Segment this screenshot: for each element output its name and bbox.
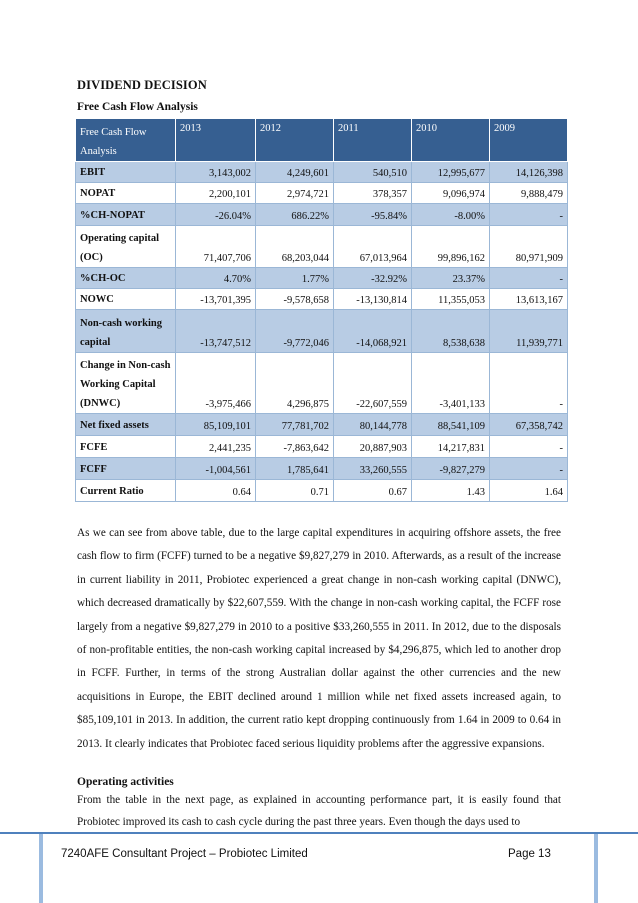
cell: 2,441,235 — [176, 436, 256, 458]
cell: -14,068,921 — [334, 310, 412, 353]
cell: 4.70% — [176, 268, 256, 289]
cell: 11,355,053 — [412, 289, 490, 310]
cell: -13,130,814 — [334, 289, 412, 310]
row-label: Change in Non-cash Working Capital (DNWC) — [76, 353, 176, 414]
cell: 2,200,101 — [176, 183, 256, 204]
cell: 12,995,677 — [412, 162, 490, 183]
table-row — [76, 353, 568, 414]
section-title: DIVIDEND DECISION — [77, 78, 207, 92]
cell: 1.77% — [256, 268, 334, 289]
cell: - — [490, 268, 568, 289]
cell: 1.64 — [490, 480, 568, 502]
header-cell: 2013 — [176, 119, 256, 162]
cell: 378,357 — [334, 183, 412, 204]
table-row — [76, 458, 568, 480]
cell: 80,144,778 — [334, 414, 412, 436]
table-row — [76, 268, 568, 289]
row-label: %CH-OC — [76, 268, 176, 289]
cell: -26.04% — [176, 204, 256, 226]
cell: -3,401,133 — [412, 353, 490, 414]
header-cell: 2012 — [256, 119, 334, 162]
cell: -1,004,561 — [176, 458, 256, 480]
cell: 88,541,109 — [412, 414, 490, 436]
row-label: EBIT — [76, 162, 176, 183]
cell: 71,407,706 — [176, 226, 256, 268]
row-label: Operating capital (OC) — [76, 226, 176, 268]
cell: 68,203,044 — [256, 226, 334, 268]
cell: 540,510 — [334, 162, 412, 183]
table-row — [76, 162, 568, 183]
cell: -13,701,395 — [176, 289, 256, 310]
page-number: Page 13 — [508, 848, 551, 860]
cell: -3,975,466 — [176, 353, 256, 414]
table-row — [76, 480, 568, 502]
cell: -32.92% — [334, 268, 412, 289]
row-label: FCFF — [76, 458, 176, 480]
table-title: Free Cash Flow Analysis — [77, 101, 198, 113]
page-border-left — [39, 834, 43, 903]
cell: 14,126,398 — [490, 162, 568, 183]
table-row — [76, 289, 568, 310]
cell: -22,607,559 — [334, 353, 412, 414]
cell: 4,296,875 — [256, 353, 334, 414]
cell: 0.64 — [176, 480, 256, 502]
page-border-right — [594, 834, 598, 903]
cell: - — [490, 458, 568, 480]
header-cell: 2009 — [490, 119, 568, 162]
cell: 67,013,964 — [334, 226, 412, 268]
cell: 11,939,771 — [490, 310, 568, 353]
cell: 3,143,002 — [176, 162, 256, 183]
cell: -9,578,658 — [256, 289, 334, 310]
cell: 0.71 — [256, 480, 334, 502]
cell: 1.43 — [412, 480, 490, 502]
row-label: %CH-NOPAT — [76, 204, 176, 226]
row-label: NOPAT — [76, 183, 176, 204]
cell: 1,785,641 — [256, 458, 334, 480]
cell: -9,827,279 — [412, 458, 490, 480]
header-cell: 2011 — [334, 119, 412, 162]
row-label: Non-cash working capital — [76, 310, 176, 353]
cell: -7,863,642 — [256, 436, 334, 458]
cell: 85,109,101 — [176, 414, 256, 436]
table-row — [76, 310, 568, 353]
cell: -8.00% — [412, 204, 490, 226]
header-cell: Free Cash Flow Analysis — [76, 119, 176, 162]
analysis-paragraph: As we can see from above table, due to the large capital expenditures in acquiring offshore assets, the free cash flow to firm (FCFF) turned to be a negative $9,827,279 in 2010. Afterwards, as a result of the increase in current liability in 2011, Probiotec experienced a great change in non-cash working capital (DNWC), which decreased dramatically by $22,607,559. With the change in non-cash working capital, the FCFF rose largely from a negative $9,827,279 in 2010 to a positive $33,260,555 in 2011. In 2012, due to the disposals of non-profitable entities, the non-cash working capital increased by $4,296,875, which led to another drop in FCFF. Further, in terms of the strong Australian dollar against the other currencies and the new acquisitions in Europe, the EBIT declined around 1 million while net fixed assets increased again, to $85,109,101 in 2013. In addition, the current ratio kept dropping continuously from 1.64 in 2009 to 0.64 in 2013. It clearly indicates that Probiotec faced serious liquidity problems after the aggressive expansions. — [77, 527, 561, 750]
cell: 2,974,721 — [256, 183, 334, 204]
cell: 67,358,742 — [490, 414, 568, 436]
row-label: Net fixed assets — [76, 414, 176, 436]
cell: 4,249,601 — [256, 162, 334, 183]
cell: -95.84% — [334, 204, 412, 226]
cell: 8,538,638 — [412, 310, 490, 353]
header-cell: 2010 — [412, 119, 490, 162]
table-row — [76, 436, 568, 458]
table-row — [76, 204, 568, 226]
table-header-row — [76, 119, 568, 162]
cell: 13,613,167 — [490, 289, 568, 310]
cell: 0.67 — [334, 480, 412, 502]
cell: 99,896,162 — [412, 226, 490, 268]
cell: 23.37% — [412, 268, 490, 289]
table-row — [76, 414, 568, 436]
row-label: FCFE — [76, 436, 176, 458]
row-label: Current Ratio — [76, 480, 176, 502]
free-cash-flow-table — [75, 118, 568, 502]
cell: - — [490, 436, 568, 458]
cell: - — [490, 204, 568, 226]
subheading-operating-activities: Operating activities — [77, 776, 174, 788]
cell: 33,260,555 — [334, 458, 412, 480]
table-row — [76, 226, 568, 268]
cell: 80,971,909 — [490, 226, 568, 268]
cell: 20,887,903 — [334, 436, 412, 458]
operating-activities-paragraph: From the table in the next page, as explained in accounting performance part, it is easily found that Probiotec improved its cash to cash cycle during the past three years. Even though the days used to — [77, 794, 561, 828]
cell: 14,217,831 — [412, 436, 490, 458]
table-row — [76, 183, 568, 204]
cell: -13,747,512 — [176, 310, 256, 353]
row-label: NOWC — [76, 289, 176, 310]
cell: 77,781,702 — [256, 414, 334, 436]
cell: 9,096,974 — [412, 183, 490, 204]
cell: 9,888,479 — [490, 183, 568, 204]
cell: -9,772,046 — [256, 310, 334, 353]
cell: - — [490, 353, 568, 414]
cell: 686.22% — [256, 204, 334, 226]
page-border-line — [0, 832, 638, 834]
footer-title: 7240AFE Consultant Project – Probiotec Limited — [61, 848, 308, 860]
